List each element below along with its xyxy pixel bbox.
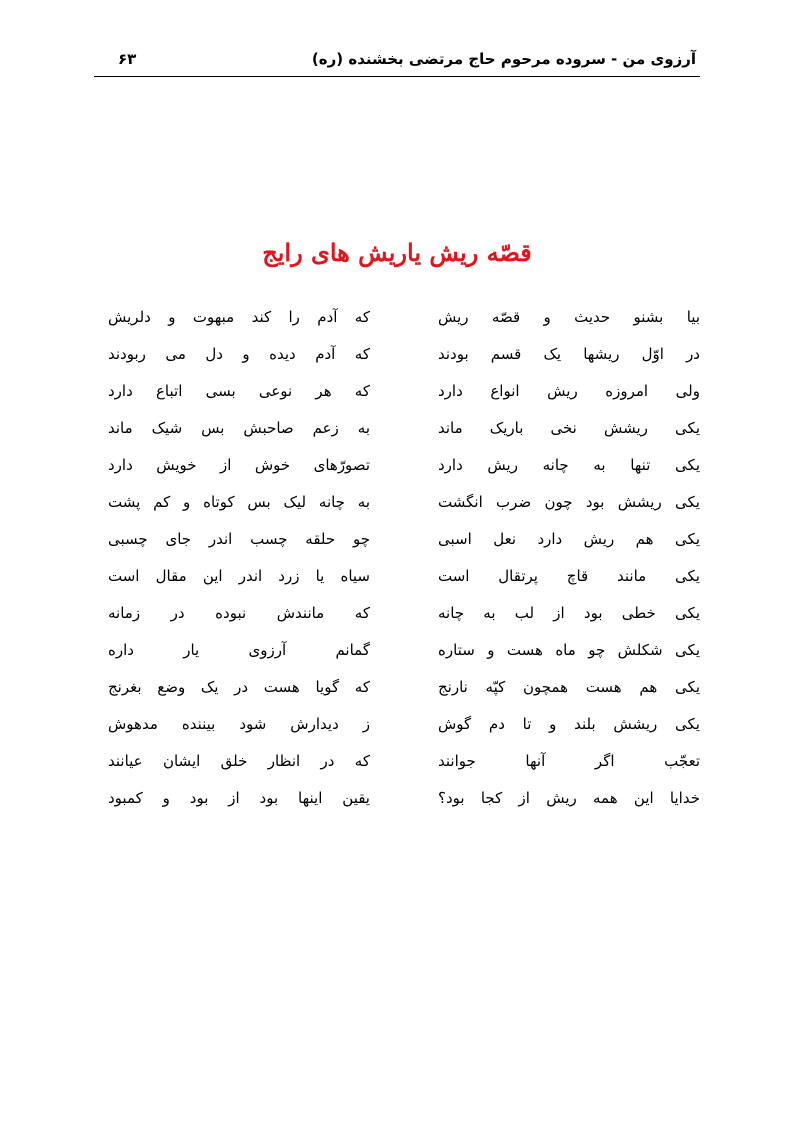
second-hemistich: که در انظار خلق ایشان عیانند (108, 752, 370, 770)
first-hemistich: بیا بشنو حدیث و قصّه ریش (438, 308, 700, 326)
verse (100, 709, 700, 746)
verse (100, 598, 700, 635)
header-title: آرزوی من - سروده مرحوم حاج مرتضی بخشنده (ره) (311, 50, 696, 68)
verse (100, 339, 700, 376)
verse (100, 413, 700, 450)
second-hemistich: یقین اینها بود از بود و کمبود (108, 789, 370, 807)
page-number: ۶۳ (118, 50, 137, 68)
second-hemistich: گمانم آرزوی یار داره (108, 641, 370, 659)
poem-body (100, 302, 700, 820)
verse (100, 376, 700, 413)
first-hemistich: تعجّب اگر آنها جوانند (438, 752, 700, 770)
second-hemistich: که هر نوعی بسی اتباع دارد (108, 382, 370, 400)
second-hemistich: که آدم را کند مبهوت و دلریش (108, 308, 370, 326)
second-hemistich: که مانندش نبوده در زمانه (108, 604, 370, 622)
verse (100, 561, 700, 598)
second-hemistich: که گویا هست در یک وضع بغرنج (108, 678, 370, 696)
poem-title: قصّه ریش یاریش های رایج (262, 238, 532, 267)
first-hemistich: یکی ریشش بود چون ضرب انگشت (438, 493, 700, 511)
second-hemistich: به چانه لیک بس کوتاه و کم پشت (108, 493, 370, 511)
verse (100, 487, 700, 524)
second-hemistich: چو حلقه چسب اندر جای چسبی (108, 530, 370, 548)
page-header (94, 42, 700, 77)
first-hemistich: یکی ریشش بلند و تا دم گوش (438, 715, 700, 733)
verse (100, 302, 700, 339)
first-hemistich: یکی شکلش چو ماه هست و ستاره (438, 641, 700, 659)
second-hemistich: ز دیدارش شود بیننده مدهوش (108, 715, 370, 733)
first-hemistich: یکی هم هست همچون کپّه نارنج (438, 678, 700, 696)
second-hemistich: به زعم صاحبش بس شیک ماند (108, 419, 370, 437)
first-hemistich: یکی هم ریش دارد نعل اسبی (438, 530, 700, 548)
first-hemistich: یکی مانند قاچ پرتقال است (438, 567, 700, 585)
first-hemistich: یکی خطی بود از لب به چانه (438, 604, 700, 622)
second-hemistich: سیاه یا زرد اندر این مقال است (108, 567, 370, 585)
verse (100, 672, 700, 709)
verse (100, 450, 700, 487)
verse (100, 746, 700, 783)
first-hemistich: خدایا این همه ریش از کجا بود؟ (438, 789, 700, 807)
second-hemistich: که آدم دیده و دل می ربودند (108, 345, 370, 363)
first-hemistich: در اوّل ریشها یک قسم بودند (438, 345, 700, 363)
first-hemistich: یکی ریشش نخی باریک ماند (438, 419, 700, 437)
verse (100, 524, 700, 561)
verse (100, 635, 700, 672)
first-hemistich: ولی امروزه ریش انواع دارد (438, 382, 700, 400)
second-hemistich: تصورّهای خوش از خویش دارد (108, 456, 370, 474)
first-hemistich: یکی تنها به چانه ریش دارد (438, 456, 700, 474)
verse (100, 783, 700, 820)
